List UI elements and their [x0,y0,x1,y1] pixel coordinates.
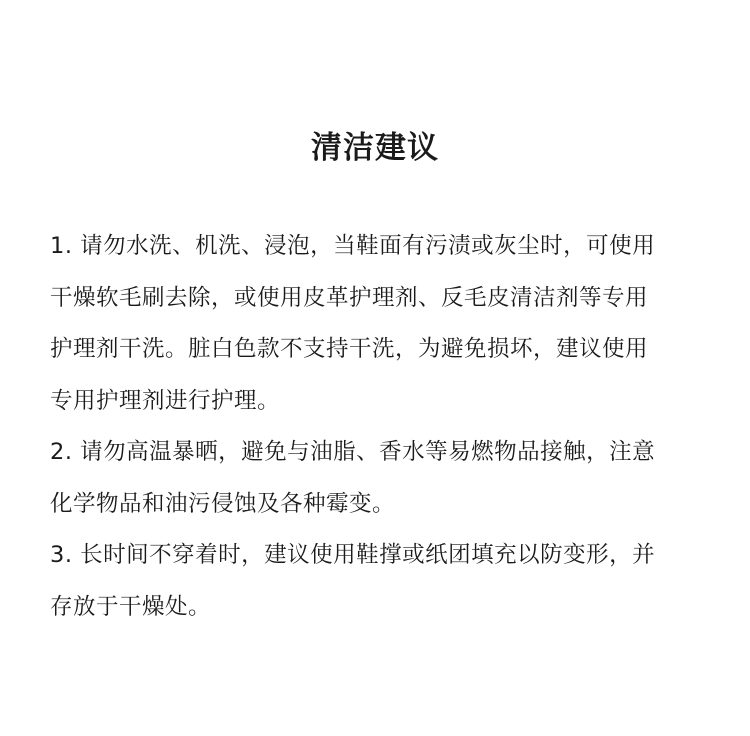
cleaning-instructions [50,221,700,633]
instruction-line: 护理剂干洗。脏白色款不支持干洗，为避免损坏，建议使用 [50,336,649,362]
instruction-line: 化学物品和油污侵蚀及各种霉变。 [50,490,396,517]
page-title: 清洁建议 [311,130,439,166]
instruction-line: 3. 长时间不穿着时，建议使用鞋撑或纸团填充以防变形，并 [50,542,656,568]
instruction-line: 2. 请勿高温暴晒，避免与油脂、香水等易燃物品接触，注意 [50,439,656,465]
instruction-line: 存放于干燥处。 [50,593,212,620]
instruction-line: 专用护理剂进行护理。 [50,387,281,414]
instruction-line: 1. 请勿水洗、机洗、浸泡，当鞋面有污渍或灰尘时，可使用 [50,233,656,259]
instruction-line: 干燥软毛刷去除，或使用皮革护理剂、反毛皮清洁剂等专用 [50,284,649,311]
